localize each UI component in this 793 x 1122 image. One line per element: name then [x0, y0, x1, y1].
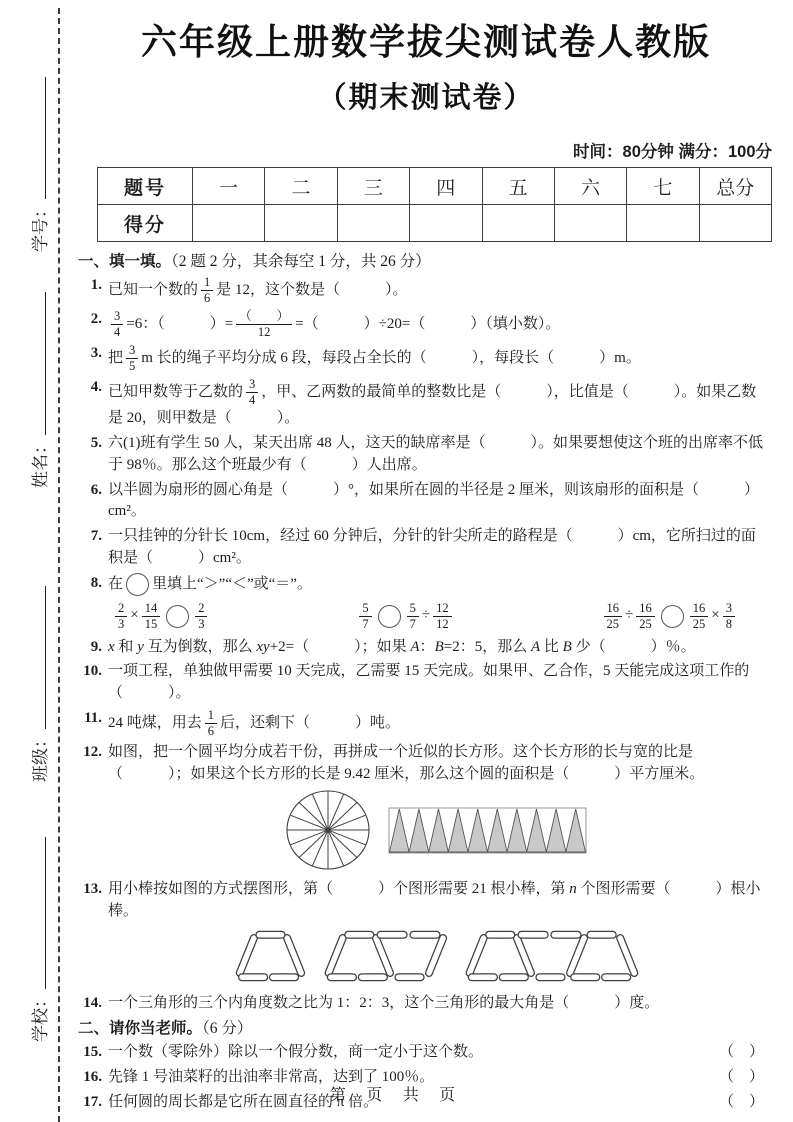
question-text: 把 [108, 350, 124, 367]
question-text: +2=（ ）；如果 [269, 638, 411, 655]
question-number: 16. [83, 1068, 102, 1085]
section-heading-points: （2 题 2 分，其余每空 1 分，共 26 分） [171, 253, 431, 270]
fraction-numerator: 16 [636, 601, 655, 617]
expression [112, 601, 210, 632]
fraction [205, 708, 217, 739]
fraction [407, 601, 419, 632]
fraction [126, 343, 138, 374]
question-number: 8. [90, 574, 102, 591]
sidebar-field-label: 学号： [31, 201, 50, 252]
question [78, 879, 774, 990]
question-text: ，甲、乙两数的最简单的整数比是（ ），比值是（ ）。如果乙数是 20，则甲数是（ ）。 [108, 384, 757, 427]
score-cell [410, 205, 482, 242]
score-table-col-header: 五 [482, 168, 554, 205]
question-body [108, 637, 774, 659]
question-text: ÷ [421, 607, 431, 624]
fraction-numerator: 3 [126, 343, 138, 359]
score-table-header-row [98, 168, 772, 205]
sidebar-field-line [32, 292, 46, 435]
fold-line [58, 8, 60, 1122]
question-text: 一个三角形的三个内角度数之比为 1：2：3，这个三角形的最大角是（ ）度。 [108, 994, 660, 1011]
question-number: 2. [90, 311, 102, 328]
fraction-numerator: 16 [690, 601, 709, 617]
circle-sectors-figure [285, 789, 371, 871]
question-body [108, 343, 774, 374]
comparison-expressions [108, 596, 768, 634]
score-table-header-label: 题号 [98, 168, 193, 205]
question-number: 10. [83, 663, 102, 680]
sidebar-field [26, 837, 50, 1042]
fraction-denominator: 6 [204, 291, 211, 306]
fraction-numerator: 14 [142, 601, 161, 617]
score-table-col-header: 一 [193, 168, 265, 205]
question-text: 如图，把一个圆平均分成若干份，再拼成一个近似的长方形。这个长方形的长与宽的比是（ ）；如果这个长方形的长是 9.42 厘米，那么这个圆的面积是（ ）平方厘米。 [108, 743, 705, 782]
question-body [108, 309, 774, 340]
fraction [115, 601, 127, 632]
score-table-col-header: 二 [265, 168, 337, 205]
question-number: 9. [90, 638, 102, 655]
question-number: 11. [84, 709, 102, 726]
question-text: 在 [108, 575, 124, 592]
fraction-numerator: 2 [115, 601, 127, 617]
question-text: 先锋 1 号油菜籽的出油率非常高，达到了 100％。 [108, 1068, 435, 1085]
question-body [108, 433, 774, 477]
fraction-denominator: 5 [129, 359, 136, 374]
sidebar-field [26, 292, 50, 488]
fraction-numerator: 3 [723, 601, 735, 617]
math-variable: y [137, 638, 144, 655]
question-number: 17. [83, 1093, 102, 1110]
sidebar-field [26, 77, 50, 252]
question-number: 1. [90, 277, 102, 294]
score-cell [627, 205, 699, 242]
question-text: =2：5，那么 [443, 638, 531, 655]
math-variable: A [530, 638, 541, 655]
question-body [108, 708, 774, 739]
question-text: 用小棒按如图的方式摆图形，第（ ）个图形需要 21 根小棒，第 [108, 881, 570, 898]
fraction-denominator: 25 [606, 616, 620, 631]
question-body [108, 742, 774, 877]
fraction-numerator: 1 [205, 708, 217, 724]
comparison-circle [166, 605, 189, 628]
comparison-circle [661, 605, 684, 628]
expression [356, 601, 454, 632]
fraction-denominator: 3 [198, 616, 205, 631]
question [78, 309, 774, 340]
comparison-circle [126, 573, 149, 596]
score-table [97, 167, 772, 242]
fraction-denominator: 4 [114, 325, 121, 340]
score-table-row-label: 得分 [98, 205, 193, 242]
math-variable: n [569, 881, 577, 898]
triangle-strip-figure [387, 804, 592, 856]
sidebar-field-line [32, 837, 46, 989]
question-text: 少（ ）％。 [571, 638, 696, 655]
question-body [108, 573, 774, 634]
fraction-denominator: 3 [118, 616, 125, 631]
question-text: 后，还剩下（ ）吨。 [220, 714, 401, 731]
question-number: 15. [83, 1044, 102, 1061]
question-text: 一个数（零除外）除以一个假分数，商一定小于这个数。 [108, 1044, 484, 1061]
fraction [604, 601, 623, 632]
question-body [108, 480, 774, 524]
true-false-blank: （ ） [718, 1068, 764, 1085]
score-table-col-header: 七 [627, 168, 699, 205]
fraction [195, 601, 207, 632]
fraction-numerator: （ ） [236, 309, 292, 325]
question-text: ： [419, 638, 435, 655]
question-text: m 长的绳子平均分成 6 段，每段占全长的（ ），每段长（ ）m。 [141, 350, 641, 367]
section-heading-title: 一、填一填。 [78, 253, 172, 270]
questions-area [78, 251, 774, 1113]
question-text: 六(1)班有学生 50 人，某天出席 48 人，这天的缺席率是（ ）。如果要想使这个班的出席率不低于 98％。那么这个班最少有（ ）人出席。 [108, 435, 763, 473]
sidebar-field-label: 班级： [31, 731, 50, 782]
fraction-denominator: 15 [144, 616, 158, 631]
exam-info: 时间：80分钟 满分：100分 [573, 143, 772, 161]
fraction-numerator: 2 [195, 601, 207, 617]
question-text: 里填上“＞”“＜”或“＝”。 [152, 575, 312, 592]
page-footer: 第 页 共 页 [329, 1087, 464, 1104]
fraction-denominator: 25 [692, 616, 706, 631]
question [78, 480, 774, 524]
question-text: 和 [114, 638, 138, 655]
question-text: 已知一个数的 [108, 282, 199, 299]
question-text: 任何圆的周长都是它所在圆直径的 π 倍。 [108, 1093, 379, 1110]
fraction-denominator: 4 [249, 393, 256, 408]
fraction-denominator: 6 [207, 723, 215, 738]
question-text: 24 吨煤，用去 [108, 714, 202, 731]
question-text: ÷ [625, 607, 634, 624]
question-body [108, 661, 774, 705]
question-number: 7. [90, 528, 102, 545]
exam-subtitle: （期末测试卷） [317, 82, 535, 114]
question [78, 637, 774, 659]
fraction [723, 601, 735, 632]
math-variable: xy [256, 638, 270, 655]
question [78, 661, 774, 705]
score-cell [193, 205, 265, 242]
question [78, 708, 774, 739]
fraction-denominator: 12 [257, 325, 271, 340]
question-text: 一项工程，单独做甲需要 10 天完成，乙需要 15 天完成。如果甲、乙合作，5 天能完成这项工作的（ ）。 [108, 663, 750, 702]
question [78, 433, 774, 477]
question-number: 12. [83, 743, 102, 760]
question-text: 已知甲数等于乙数的 [108, 384, 244, 401]
question-number: 5. [90, 435, 102, 452]
true-false-blank: （ ） [718, 1093, 764, 1110]
sidebar-field-line [32, 77, 46, 199]
fraction [236, 309, 292, 340]
score-table-col-header: 总分 [699, 168, 771, 205]
fraction-numerator: 5 [359, 601, 371, 617]
math-variable: A [410, 638, 420, 655]
question-body [108, 879, 774, 990]
exam-title: 六年级上册数学拔尖测试卷人教版 [140, 21, 711, 62]
fraction-denominator: 12 [436, 616, 449, 631]
question-body [108, 526, 774, 570]
fraction [246, 377, 258, 408]
fraction [433, 601, 452, 632]
question [78, 1042, 774, 1064]
score-cell [699, 205, 771, 242]
question-number: 4. [90, 379, 102, 396]
section-heading-points: （6 分） [202, 1019, 253, 1037]
stick-pattern-figure [108, 923, 768, 990]
question-number: 14. [83, 994, 102, 1011]
stick-figures [228, 927, 648, 985]
fraction-numerator: 16 [604, 601, 623, 617]
score-cell [337, 205, 409, 242]
question-body [108, 377, 774, 430]
section-heading [78, 251, 774, 273]
question [78, 377, 774, 430]
math-variable: B [562, 638, 572, 655]
expression [601, 601, 738, 632]
section-heading-title: 二、请你当老师。 [78, 1019, 203, 1037]
question-number: 3. [90, 345, 102, 362]
fraction-numerator: 3 [111, 309, 123, 325]
section-heading [78, 1018, 774, 1040]
fraction-denominator: 25 [639, 616, 652, 631]
question-number: 6. [90, 481, 102, 498]
circle-rectangle-figure [108, 785, 768, 876]
fraction [359, 601, 371, 632]
math-variable: B [434, 638, 444, 655]
fraction [201, 275, 213, 306]
fraction [690, 601, 709, 632]
question-text: =（ ）÷20=（ ）（填小数）。 [295, 316, 561, 333]
fraction-denominator: 8 [725, 616, 732, 631]
question-text: 以半圆为扇形的圆心角是（ ）°，如果所在圆的半径是 2 厘米，则该扇形的面积是（ ）cm²。 [108, 481, 760, 520]
fraction-denominator: 7 [409, 616, 416, 631]
score-cell [554, 205, 626, 242]
sidebar-field-label: 姓名： [31, 437, 50, 488]
question-body [108, 993, 774, 1015]
score-table-col-header: 三 [337, 168, 409, 205]
question [78, 573, 774, 634]
true-false-blank: （ ） [718, 1044, 764, 1061]
math-variable: x [108, 638, 115, 655]
sidebar-field-line [32, 586, 46, 729]
question [78, 343, 774, 374]
question-text: 比 [540, 638, 563, 655]
score-table-score-row [98, 205, 772, 242]
exam-content [78, 0, 774, 1116]
question [78, 275, 774, 306]
sidebar-field [26, 586, 50, 782]
fraction [142, 601, 161, 632]
fraction [636, 601, 655, 632]
comparison-circle [378, 605, 401, 628]
sidebar-field-label: 学校： [31, 991, 50, 1042]
score-table-col-header: 四 [410, 168, 482, 205]
question [78, 993, 774, 1015]
question-number: 13. [83, 881, 102, 898]
question [78, 526, 774, 570]
fraction-numerator: 1 [201, 275, 213, 291]
question [78, 742, 774, 877]
question-text: 一只挂钟的分针长 10cm，经过 60 分钟后，分针的针尖所走的路程是（ ）cm，它所扫过的面积是（ ）cm²。 [108, 528, 756, 566]
question-body [108, 1042, 774, 1064]
fraction-numerator: 5 [407, 601, 419, 617]
fraction-numerator: 3 [246, 377, 258, 393]
question-text: 互为倒数，那么 [143, 638, 257, 655]
score-cell [265, 205, 337, 242]
score-cell [482, 205, 554, 242]
question-text: × [130, 607, 139, 624]
fraction-numerator: 12 [433, 601, 452, 617]
score-table-col-header: 六 [554, 168, 626, 205]
question-text: 个图形需要（ ）根小棒。 [108, 881, 761, 920]
fraction [111, 309, 123, 340]
question-text: × [711, 607, 720, 624]
question-text: 是 12，这个数是（ ）。 [216, 282, 408, 299]
question-text: =6：（ ）= [126, 316, 234, 333]
fraction-denominator: 7 [362, 616, 369, 631]
question-body [108, 275, 774, 306]
